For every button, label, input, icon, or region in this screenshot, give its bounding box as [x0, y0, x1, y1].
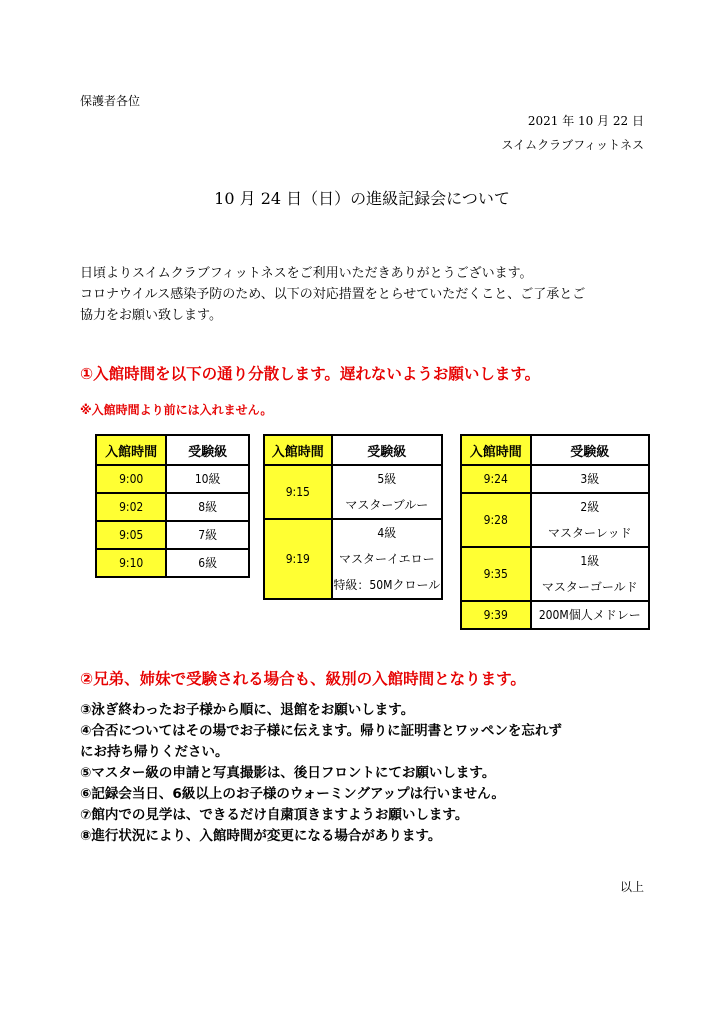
col-header-time: 入館時間 [461, 435, 531, 465]
intro-line: 日頃よりスイムクラブフィットネスをご利用いただきありがとうございます。 [80, 266, 533, 281]
table-header-row [461, 435, 649, 465]
entry-time: 9:00 [96, 465, 166, 493]
entry-time: 9:19 [264, 519, 332, 599]
table-header-row [264, 435, 442, 465]
grade-label: 2級 [580, 500, 600, 514]
col-header-time: 入館時間 [96, 435, 166, 465]
entry-time: 9:15 [264, 465, 332, 519]
intro-line: 協力をお願い致します。 [80, 308, 222, 323]
col-header-time: 入館時間 [264, 435, 332, 465]
note-item: ⑧進行状況により、入館時間が変更になる場合があります。 [80, 828, 442, 844]
document-title: 10 月 24 日（日）の進級記録会について [214, 189, 510, 208]
addressee: 保護者各位 [80, 94, 141, 108]
table-row [461, 547, 649, 601]
entry-note: ※入館時間より前には入れません。 [80, 403, 273, 417]
intro-line: コロナウイルス感染予防のため、以下の対応措置をとらせていただくこと、ご了承とご [80, 287, 586, 302]
table-row [461, 601, 649, 629]
intro-paragraph [80, 263, 585, 326]
grade-label: 7級 [198, 528, 218, 542]
note-item: ⑥記録会当日、6級以上のお子様のウォーミングアップは行いません。 [80, 786, 505, 802]
grade-label: 5級 [377, 472, 397, 486]
table-row [96, 465, 249, 493]
table-row [96, 521, 249, 549]
notes-list [80, 700, 562, 847]
table-row [96, 549, 249, 577]
table-row [461, 493, 649, 547]
grade-label: 8級 [198, 500, 218, 514]
col-header-grade: 受験級 [332, 435, 442, 465]
entry-time: 9:39 [461, 601, 531, 629]
section1-heading: ①入館時間を以下の通り分散します。遅れないようお願いします。 [80, 365, 541, 383]
schedule-table-2 [263, 434, 443, 600]
entry-time: 9:28 [461, 493, 531, 547]
table-header-row [96, 435, 249, 465]
grade-label: 6級 [198, 556, 218, 570]
note-item: ③泳ぎ終わったお子様から順に、退館をお願いします。 [80, 702, 415, 718]
table-row [96, 493, 249, 521]
grade-cell [531, 547, 649, 601]
grade-label: 200M個人メドレー [538, 608, 641, 622]
grade-cell [332, 465, 442, 519]
grade-label: 特級：50Mクロール [333, 578, 441, 592]
grade-label: 4級 [377, 526, 397, 540]
col-header-grade: 受験級 [531, 435, 649, 465]
grade-cell [166, 549, 249, 577]
schedule-table-3 [460, 434, 650, 630]
grade-label: 3級 [580, 472, 600, 486]
grade-label: マスターブルー [345, 498, 429, 512]
table-row [461, 465, 649, 493]
grade-label: マスターレッド [547, 526, 632, 540]
document-date: 2021 年 10 月 22 日 [527, 114, 644, 128]
grade-label: 1級 [580, 554, 600, 568]
note-item: ④合否についてはその場でお子様に伝えます。帰りに証明書とワッペンを忘れず [80, 723, 562, 739]
entry-time: 9:10 [96, 549, 166, 577]
entry-time: 9:35 [461, 547, 531, 601]
grade-label: マスターイエロー [339, 552, 435, 566]
section2-heading: ②兄弟、姉妹で受験される場合も、級別の入館時間となります。 [80, 670, 526, 688]
note-item: にお持ち帰りください。 [80, 744, 229, 760]
table-row [264, 519, 442, 599]
entry-time: 9:24 [461, 465, 531, 493]
note-item: ⑦館内での見学は、できるだけ自粛頂きますようお願いします。 [80, 807, 469, 823]
closing-mark: 以上 [619, 880, 644, 894]
table-row [264, 465, 442, 519]
grade-cell [332, 519, 442, 599]
grade-cell [166, 521, 249, 549]
note-item: ⑤マスター級の申請と写真撮影は、後日フロントにてお願いします。 [80, 765, 496, 781]
grade-cell [166, 465, 249, 493]
grade-label: マスターゴールド [541, 580, 638, 594]
grade-cell [531, 601, 649, 629]
grade-cell [531, 493, 649, 547]
organization-name: スイムクラブフィットネス [501, 138, 644, 152]
entry-time: 9:02 [96, 493, 166, 521]
entry-time: 9:05 [96, 521, 166, 549]
grade-cell [166, 493, 249, 521]
col-header-grade: 受験級 [166, 435, 249, 465]
grade-label: 10級 [194, 472, 221, 486]
schedule-table-1 [95, 434, 250, 578]
grade-cell [531, 465, 649, 493]
